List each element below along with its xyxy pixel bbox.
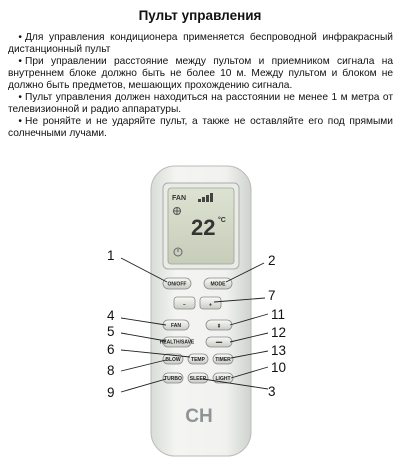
on-off-button[interactable] xyxy=(163,278,191,289)
sleep-button[interactable] xyxy=(188,373,208,383)
minus-label: − xyxy=(183,302,186,308)
lcd-unit: °C xyxy=(218,217,226,224)
callout-13: 13 xyxy=(271,343,287,358)
paragraph-text: Не роняйте и не ударяйте пульт, а также не оставляйте его под прямыми солнечными лучами. xyxy=(8,116,393,140)
health-save-button[interactable] xyxy=(160,337,195,347)
swing-label: ⇕ xyxy=(216,323,222,330)
callout-2: 2 xyxy=(268,253,276,268)
callout-3: 3 xyxy=(268,384,276,399)
callout-11: 11 xyxy=(271,307,286,322)
fan-button[interactable] xyxy=(163,320,189,330)
callout-7: 7 xyxy=(268,288,276,303)
callout-8: 8 xyxy=(107,363,115,378)
callout-6: 6 xyxy=(107,342,115,357)
turbo-button[interactable] xyxy=(163,373,183,383)
timer-label: TIMER xyxy=(215,357,231,363)
fan-icon xyxy=(173,207,181,215)
callout-10: 10 xyxy=(271,360,287,375)
plus-label: + xyxy=(209,302,212,309)
bullet: • xyxy=(18,56,22,67)
callout-4: 4 xyxy=(107,308,115,323)
fan-label: FAN xyxy=(171,323,181,329)
temp-minus-button[interactable] xyxy=(174,297,195,309)
bullet: • xyxy=(18,92,22,103)
temp-button[interactable] xyxy=(188,354,208,364)
sleep-label: SLEEP xyxy=(189,376,207,382)
callout-12: 12 xyxy=(271,325,287,340)
swing-button[interactable] xyxy=(206,320,232,330)
paragraph-text: Пульт управления должен находиться на расстоянии не менее 1 м метра от телевизионной и радио аппаратуры. xyxy=(8,92,393,116)
light-label: LIGHT xyxy=(215,376,231,382)
temp-plus-button[interactable] xyxy=(200,297,221,309)
lcd-temperature: 22 xyxy=(191,215,216,240)
callout-9: 9 xyxy=(107,385,115,400)
lcd-mode: FAN xyxy=(172,195,186,202)
on-off-label: ON/OFF xyxy=(167,281,187,288)
health-save-label: HEALTH/SAVE xyxy=(159,339,195,346)
x-fan-button[interactable] xyxy=(206,337,232,347)
bullet: • xyxy=(18,116,22,127)
bullet: • xyxy=(18,32,22,43)
mode-label: MODE xyxy=(210,281,226,288)
paragraph-text: При управлении расстояние между пультом и приемником сигнала на внутреннем блоке должно быть не более 10 м. Между пультом и блоком не должно быть предметов, мешающих прохождению сигнала. xyxy=(8,56,393,92)
x-fan-label: ━━ xyxy=(215,340,223,346)
brand-logo: CH xyxy=(185,406,213,427)
temp-label: TEMP xyxy=(191,357,205,363)
blow-label: BLOW xyxy=(165,357,181,363)
timer-button[interactable] xyxy=(213,354,233,364)
mode-button[interactable] xyxy=(204,278,232,289)
turbo-label: TURBO xyxy=(164,376,182,382)
page-title: Пульт управления xyxy=(138,8,262,23)
callout-5: 5 xyxy=(107,324,115,339)
light-button[interactable] xyxy=(213,373,233,383)
callout-1: 1 xyxy=(107,248,115,263)
paragraph-text: Для управления кондиционера применяется беспроводной инфракрасный дистанционный пульт xyxy=(8,32,393,56)
